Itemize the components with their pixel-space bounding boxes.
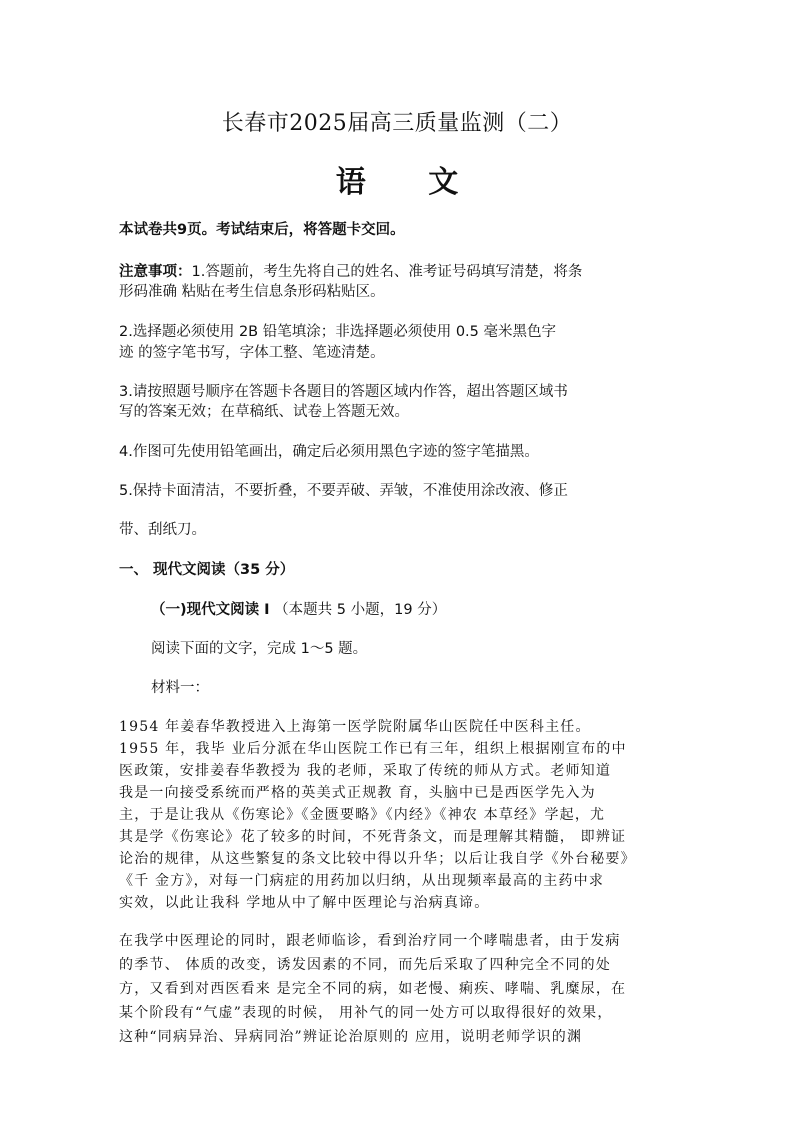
notice-item-2-line-2: 迹 的签字笔书写，字体工整、笔迹清楚。 — [119, 345, 385, 361]
notice-item-1-line-1: 注意事项：1.答题前，考生先将自己的姓名、准考证号码填写清楚，将条 — [119, 264, 583, 280]
passage-p2-line-4: 某个阶段有“气虚”表现的时候， 用补气的同一处方可以取得很好的效果， — [119, 1005, 613, 1021]
passage-p1-line-2: 1955 年，我毕 业后分派在华山医院工作已有三年，组织上根据刚宣布的中 — [119, 741, 627, 757]
notice-item-4: 4.作图可先使用铅笔画出，确定后必须用黑色字迹的签字笔描黑。 — [119, 444, 539, 460]
passage-p2-line-1: 在我学中医理论的同时，跟老师临诊，看到治疗同一个哮喘患者，由于发病 — [119, 933, 621, 949]
passage-p1-line-3: 医政策，安排姜春华教授为 我的老师，采取了传统的师从方式。老师知道 — [119, 763, 612, 779]
passage-p1-line-1: 1954 年姜春华教授进入上海第一医学院附属华山医院任中医科主任。 — [119, 719, 591, 735]
passage-p1-line-6: 其是学《伤寒论》花了较多的时间，不死背条文，而是理解其精髓， 即辨证 — [119, 829, 627, 845]
passage-p1-line-5: 主，于是让我从《伤寒论》《金匮要略》《内经》《神农 本草经》学起，尤 — [119, 807, 606, 823]
subsection-heading: （一)现代文阅读 I （本题共 5 小题，19 分） — [151, 602, 447, 618]
passage-p1-line-7: 论治的规律，从这些繁复的条文比较中得以升华；以后让我自学《外台秘要》 — [119, 851, 636, 867]
material-label: 材料一： — [151, 680, 209, 696]
exam-intro: 本试卷共9页。考试结束后，将答题卡交回。 — [119, 222, 405, 238]
notice-item-5-cont: 带、刮纸刀。 — [119, 522, 206, 538]
notice-label: 注意事项： — [119, 264, 192, 280]
passage-p2-line-2: 的季节、 体质的改变，诱发因素的不同，而先后采取了四种完全不同的处 — [119, 957, 612, 973]
reading-instruction: 阅读下面的文字，完成 1～5 题。 — [151, 641, 368, 657]
passage-p1-line-8: 《千 金方》，对每一门病症的用药加以归纳，从出现频率最高的主药中求 — [119, 873, 605, 889]
subject-title: 语 文 — [335, 165, 485, 200]
notice-item-1-line-2: 形码准确 粘贴在考生信息条形码粘贴区。 — [119, 284, 385, 300]
passage-p1-line-9: 实效，以此让我科 学地从中了解中医理论与治病真谛。 — [119, 895, 490, 911]
notice-item-2-line-1: 2.选择题必须使用 2B 铅笔填涂；非选择题必须使用 0.5 毫米黑色字 — [119, 324, 557, 340]
notice-item-5: 5.保持卡面清洁，不要折叠，不要弄破、弄皱，不准使用涂改液、修正 — [119, 483, 568, 499]
exam-title: 长春市2025届高三质量监测（二） — [221, 111, 573, 136]
passage-p2-line-3: 方，又看到对西医看来 是完全不同的病，如老慢、痢疾、哮喘、乳糜尿，在 — [119, 981, 627, 997]
section-heading: 一、 现代文阅读（35 分） — [119, 562, 295, 578]
notice-item-3-line-2: 写的答案无效；在草稿纸、试卷上答题无效。 — [119, 404, 409, 420]
notice-item-3-line-1: 3.请按照题号顺序在答题卡各题目的答题区域内作答，超出答题区域书 — [119, 384, 568, 400]
passage-p1-line-4: 我是一向接受系统而严格的英美式正规教 育，头脑中已是西医学先入为 — [119, 785, 596, 801]
passage-p2-line-5: 这种“同病异治、异病同治”辨证论治原则的 应用，说明老师学识的渊 — [119, 1029, 583, 1045]
